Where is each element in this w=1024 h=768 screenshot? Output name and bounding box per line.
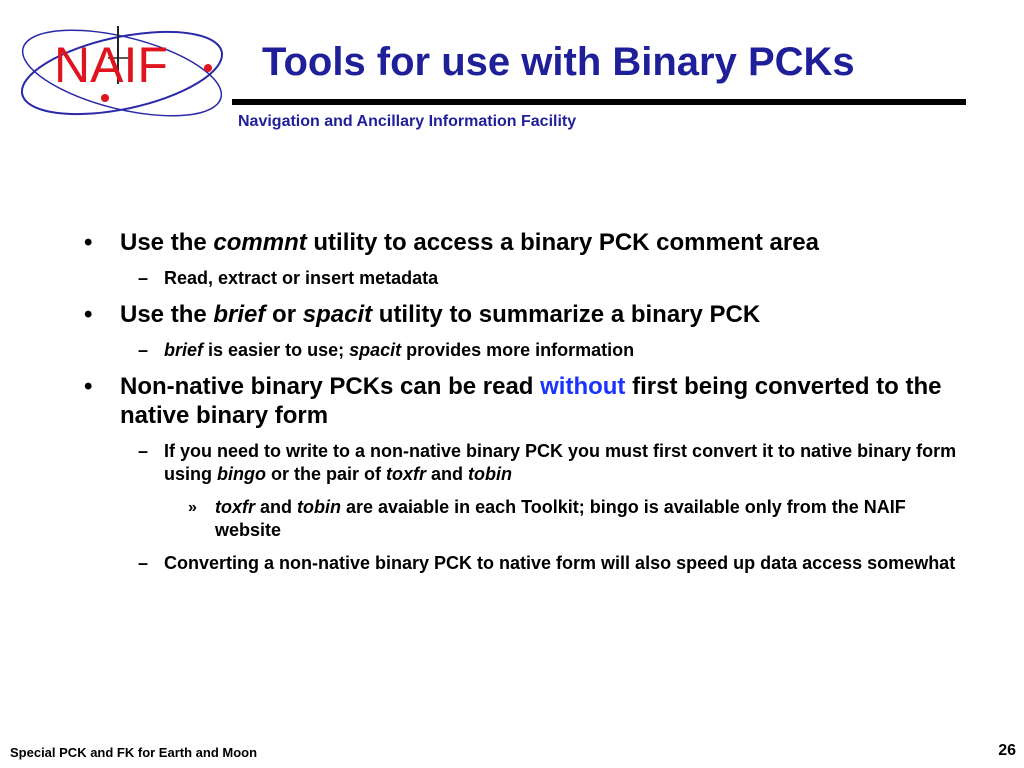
bullet-1-sub-1: – Read, extract or insert metadata [138,268,439,288]
bullet-3-sub-1-sub-1: » toxfr and tobin are avaiable in each Toolkit; bingo is available only from the NAIF website [188,497,906,540]
page-title: Tools for use with Binary PCKs [262,40,855,84]
title-divider [232,99,966,105]
page-subtitle: Navigation and Ancillary Information Facility [238,113,577,130]
bullet-3-sub-1: – If you need to write to a non-native binary PCK you must first convert it to native binary form using bingo or the pair of toxfr and tobin [138,441,957,484]
dash-marker: – [138,268,149,288]
bullet-marker: • [84,229,93,256]
bullet-3-sub-2: – Converting a non-native binary PCK to native form will also speed up data access somewhat [138,553,956,573]
footer-title: Special PCK and FK for Earth and Moon [10,745,258,760]
logo-text: NAIF [54,37,168,93]
dash-marker: – [138,553,149,573]
bullet-2: • Use the brief or spacit utility to summarize a binary PCK [84,301,761,328]
bullet-3: • Non-native binary PCKs can be read without first being converted to the native binary form [84,373,942,429]
bullet-marker: • [84,373,93,400]
dash-marker: – [138,340,149,360]
bullet-marker: • [84,301,93,328]
bullet-1: • Use the commnt utility to access a binary PCK comment area [84,229,819,256]
slide-content [84,228,964,585]
page-number: 26 [998,742,1016,759]
bullet-2-sub-1: – brief is easier to use; spacit provides more information [138,340,635,360]
highlight-word: without [540,373,626,400]
naif-logo [10,18,230,128]
dash-marker: – [138,441,149,461]
guillemet-marker: » [188,499,197,516]
